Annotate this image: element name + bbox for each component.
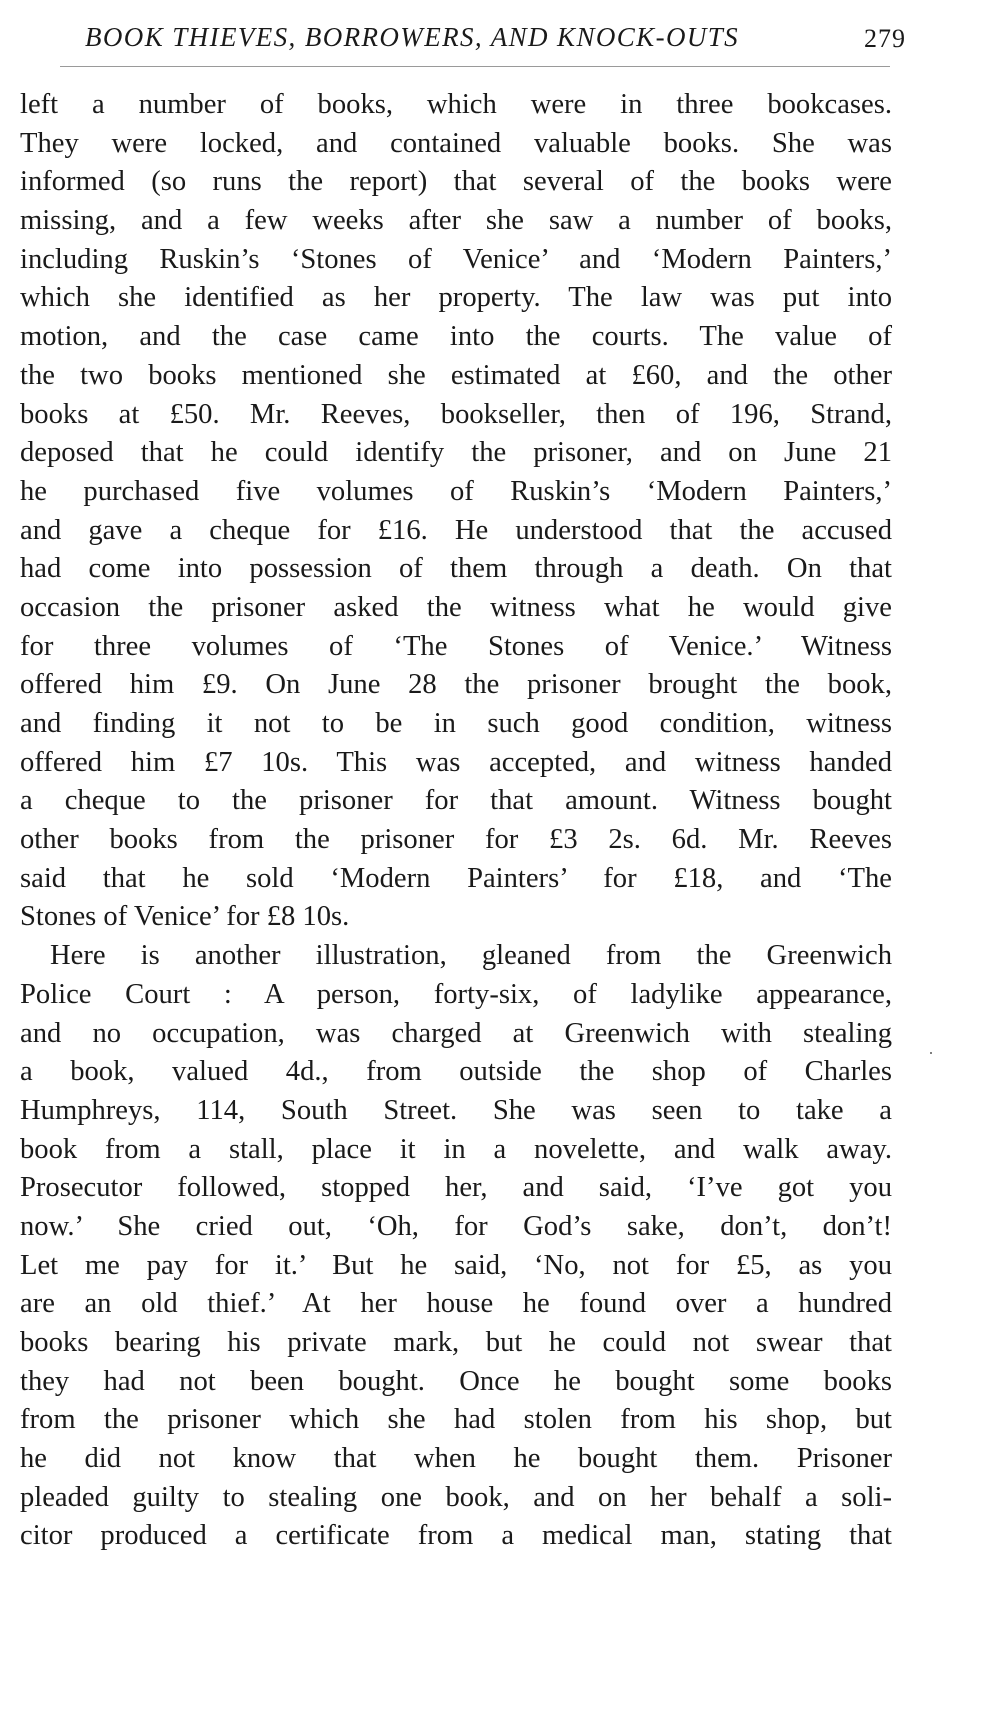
text-line: citor produced a certificate from a medical man, stating that [20, 1520, 892, 1552]
text-line: books at £50. Mr. Reeves, bookseller, then of 196, Strand, [20, 398, 892, 430]
text-line: They were locked, and contained valuable books. She was [20, 127, 892, 159]
text-line: which she identified as her property. The law was put into [20, 282, 892, 314]
text-line: and no occupation, was charged at Greenwich with stealing [20, 1017, 892, 1049]
text-line: occasion the prisoner asked the witness what he would give [20, 591, 892, 623]
text-line: missing, and a few weeks after she saw a number of books, [20, 205, 892, 237]
text-line: Let me pay for it.’ But he said, ‘No, not for £5, as you [20, 1249, 892, 1281]
text-line: other books from the prisoner for £3 2s. 6d. Mr. Reeves [20, 824, 892, 856]
text-line: Prosecutor followed, stopped her, and said, ‘I’ve got you [20, 1172, 892, 1204]
text-line: had come into possession of them through a death. On that [20, 553, 892, 585]
text-line: for three volumes of ‘The Stones of Venice.’ Witness [20, 630, 892, 662]
text-line: are an old thief.’ At her house he found over a hundred [20, 1288, 892, 1320]
text-line: now.’ She cried out, ‘Oh, for God’s sake, don’t, don’t! [20, 1210, 892, 1242]
text-line: and finding it not to be in such good condition, witness [20, 708, 892, 739]
text-line: said that he sold ‘Modern Painters’ for £18, and ‘The [20, 862, 892, 894]
margin-speck [930, 1052, 932, 1054]
text-line: books bearing his private mark, but he could not swear that [20, 1327, 892, 1358]
text-line: he purchased five volumes of Ruskin’s ‘Modern Painters,’ [20, 475, 892, 507]
text-line: book from a stall, place it in a novelette, and walk away. [20, 1133, 892, 1165]
text-line: pleaded guilty to stealing one book, and on her behalf a soli- [20, 1481, 892, 1513]
text-line: offered him £7 10s. This was accepted, and witness handed [20, 746, 892, 778]
text-line: including Ruskin’s ‘Stones of Venice’ and ‘Modern Painters,’ [20, 243, 892, 275]
text-line: deposed that he could identify the prisoner, and on June 21 [20, 437, 892, 469]
text-line: left a number of books, which were in three bookcases. [20, 89, 892, 120]
text-line: informed (so runs the report) that several of the books were [20, 166, 892, 198]
text-line: a book, valued 4d., from outside the shop of Charles [20, 1056, 892, 1088]
text-line: motion, and the case came into the courts. The value of [20, 321, 892, 353]
text-line: they had not been bought. Once he bought some books [20, 1365, 892, 1397]
text-line: and gave a cheque for £16. He understood that the accused [20, 514, 892, 546]
running-head [20, 18, 910, 58]
body-text [20, 86, 892, 1556]
page-number: 279 [864, 24, 906, 53]
text-line: offered him £9. On June 28 the prisoner brought the book, [20, 669, 892, 701]
text-line: a cheque to the prisoner for that amount. Witness bought [20, 785, 892, 817]
text-line: he did not know that when he bought them. Prisoner [20, 1443, 892, 1475]
paragraph-start-line: Here is another illustration, gleaned from the Greenwich [50, 940, 892, 972]
text-line: Police Court : A person, forty-six, of ladylike appearance, [20, 978, 892, 1010]
paragraph-end-line: Stones of Venice’ for £8 10s. [20, 901, 350, 933]
text-line: the two books mentioned she estimated at £60, and the other [20, 359, 892, 391]
running-title: BOOK THIEVES, BORROWERS, AND KNOCK-OUTS [85, 22, 740, 52]
text-line: Humphreys, 114, South Street. She was seen to take a [20, 1094, 892, 1126]
header-rule [60, 66, 890, 67]
text-line: from the prisoner which she had stolen from his shop, but [20, 1404, 892, 1436]
